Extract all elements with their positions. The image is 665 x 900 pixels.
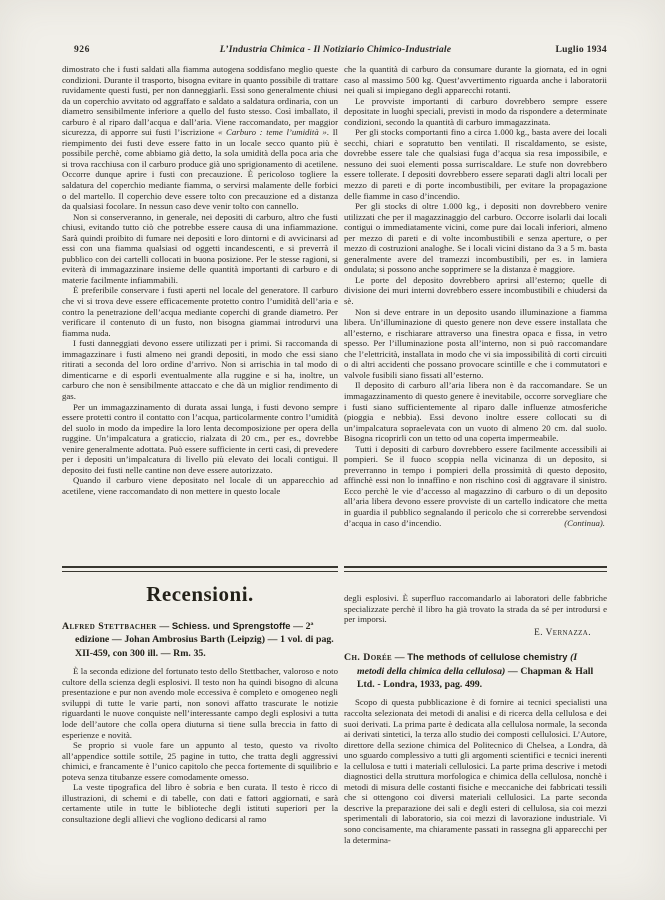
article-right-column	[344, 64, 607, 528]
review-author: Alfred Stettbacher	[62, 621, 157, 632]
section-divider-right	[344, 566, 607, 572]
review-author: Ch. Dorée	[344, 652, 393, 664]
article-paragraph	[344, 444, 607, 528]
review-heading	[62, 619, 338, 660]
article-paragraph: Non si deve entrare in un deposito usando illuminazione a fiamma libera. Un’illuminazione di questo genere non deve essere installata che all’esterno, e rischiarare attraverso una finestra opaca e fissa, in vetro spesso. Per l’illuminazione posta all’interno, non si può raccomandare che l’elettricità, installata in modo che vi sia impossibilità di corti circuiti o di altri accidenti che possano provocare scintille e che i commutatori e valvole fusibili siano fissati all’esterno.	[344, 306, 607, 380]
article-paragraph: I fusti danneggiati devono essere utilizzati per i primi. Si raccomanda di immagazzinare i fusti almeno nei grandi depositi, in modo che essi siano ritirati a seconda del loro ordine d’arrivo. Non si arrischia in tal modo di dimenticarne e di esporli eventualmente alla ruggine e si ha, inoltre, un carburo che non è sensibilmente attaccato e che dà un miglior rendimento di gas.	[62, 338, 338, 401]
reviews-left-column	[62, 580, 338, 824]
article-paragraph: Il deposito di carburo all’aria libera non è da raccomandare. Se un immagazzinamento di questo genere è inevitabile, occorre sorvegliare che i fusti siano sufficientemente al riparo dalle influenze atmosferiche (pioggia e nebbia). Essi devono inoltre essere collocati su di un’impalcatura sopraelevata con un vuoto di almeno 20 cm. dal suolo. Bisogna ricoprirli con un tetto od una coperta impermeabile.	[344, 380, 607, 444]
review-paragraph: degli esplosivi. È superfluo raccomandarlo ai laboratori delle fabbriche specializzate perchè il libro ha già trovato la strada da sé per introdursi e per imporsi.	[344, 593, 607, 625]
article-paragraph: Non si conserveranno, in generale, nei depositi di carburo, altro che fusti chiusi, evitando tutto ciò che potrebbe essere causa di una infiammazione. Sarà quindi proibito di fumare nei depositi e loro dintorni e di avvicinarsi ad essi con una fiamma qualsiasi od oggetti incandescenti, e si preverrà il pubblico con dei cartelli collocati in buona posizione. Per le stesse ragioni, si eviterà di immagazzinare insieme delle quantità importanti di carburo e di materie facilmente infiammabili.	[62, 211, 338, 285]
reviews-right-column	[344, 593, 607, 845]
review-heading	[344, 650, 607, 691]
paragraph-text: dimostrato che i fusti saldati alla fiamma autogena soddisfano meglio queste condizioni. Durante il trasporto, bisogna evitare in quanto possibile di trattare ruvidamente questi fusti, per non danneggiarli. Essi sono generalmente chiusi da un coperchio avvitato od aggraffato e saldato a saldatura ordinaria, con un diametro sensibilmente inferiore a quello del fusto stesso. Così imballato, il carburo è al riparo dall’acqua e dall’aria. Viene raccomandato, per maggior sicurezza, di apporre sui fusti l’iscrizione	[62, 64, 338, 138]
review-paragraph: È la seconda edizione del fortunato testo dello Stettbacher, valoroso e noto cultore della scienza degli esplosivi. Il testo non ha quindi bisogno di alcuna presentazione e pur non avendo mole eccessiva è completo e omogeneo negli sviluppi di tutte le varie parti, non sonovi affatto trascurate le notizie riguardanti le nuove conquiste nell’interessante campo degli esplosivi a tutta lode dell’autore che colla opera diuturna si tiene sulla breccia in fatto di esperienze e novità.	[62, 666, 338, 740]
article-paragraph: Per gli stocks comportanti fino a circa 1.000 kg., basta avere dei locali secchi, chiari e sopratutto ben ventilati. Il riscaldamento, se esiste, dovrebbe essere tale che qualsiasi fuga d’acqua sia resa impossibile, e nessuno dei suoi elementi possa surriscaldare. Le stufe non dovrebbero essere tollerate. I depositi dovrebbero essere separati dagli altri locali per mezzo di pareti e di porte incombustibili, per evitare la propagazione delle fiamme in caso d’incendio.	[344, 127, 607, 201]
article-paragraph: Quando il carburo viene depositato nel locale di un apparecchio ad acetilene, viene raccomandato di non mettere in questo locale	[62, 475, 338, 496]
dash-separator: —	[156, 621, 172, 632]
article-paragraph: che la quantità di carburo da consumare durante la giornata, ed in ogni caso al massimo 500 kg. Quest’avvertimento riguarda anche i laboratorii nei quali si impiegano degli apparecchi rotanti.	[344, 64, 607, 96]
article-left-column	[62, 64, 338, 496]
review-translated-title: (I metodi della chimica della cellulosa)	[357, 652, 578, 677]
review-paragraph: Scopo di questa pubblicazione è di fornire ai tecnici specialisti una raccolta selezionata dei metodi di analisi e di ricerca della cellulosa e dei suoi derivati. La prima parte è dedicata alla cellulosa normale, la seconda ai derivati sintetici, la terza allo studio dei composti cellulosici. L’Autore, direttore della sezione chimica del Politecnico di Chelsea, a Londra, dà uno sguardo complessivo a tutti gli argomenti scientifici e tecnici inerenti la cellulosa e tutti i materiali cellulosici. La parte prima descrive i metodi diagnostici della struttura morfologica e chimica della cellulosa, nonchè i metodi di misura delle costanti fisiche e meccaniche dei fabbricati tessili che si ottengono coi diversi materiali cellulosici. La parte seconda descrive la preparazione dei sali e degli esteri di cellulosa, sia coi mezzi sperimentali di laboratorio, sia coi mezzi di lavorazione industriale. Vi sono concisamente, ma chiaramente passati in rassegna gli apparecchi per la determina-	[344, 697, 607, 845]
review-publication-details: — 2ª edizione — Johan Ambrosius Barth (Leipzig) — 1 vol. di pag. XII-459, con 300 ill. — Rm. 35.	[75, 621, 334, 659]
paragraph-text: Tutti i depositi di carburo dovrebbero essere facilmente accessibili ai pompieri. Se il fuoco scoppia nella vicinanza di un deposito, si preverranno in tempo i pompieri della prossimità di questo deposito, affinchè essi non lo innaffino e non rischino così di aggravare il sinistro. Ecco perchè le vie d’accesso al magazzino di carburo o di un deposito all’aria libera devono essere provviste di un cartello indicatore che metta in guardia il pubblico segnalando il pericolo che si correrebbe servendosi d’acqua in caso d’incendio.	[344, 443, 607, 528]
article-paragraph: Per un immagazzinamento di durata assai lunga, i fusti devono sempre essere protetti contro il contatto con l’acqua, particolarmente contro l’umidità del suolo in modo da impedire la loro lenta decomposizione per opera della ruggine. Un’impalcatura a graticcio, rialzata di 20 cm., per es., dovrebbe venire generalmente adottata. Può essere sufficiente in certi casi, di prevedere per i depositi un’impalcatura di livello più elevato dei locali contigui. Il deposito dei fusti nelle cantine non deve essere autorizzato.	[62, 401, 338, 475]
journal-title: L’Industria Chimica - Il Notiziario Chimico-Industriale	[219, 44, 452, 55]
article-paragraph	[62, 64, 338, 212]
section-divider-left	[62, 566, 338, 572]
inscription-quote: « Carburo : teme l’umidità »	[217, 127, 327, 138]
article-paragraph: Le porte del deposito dovrebbero aprirsi all’esterno; quelle di divisione dei muri interni dovrebbero essere incombustibili e chiudersi da sè.	[344, 274, 607, 307]
continua-note: (Continua).	[553, 518, 605, 529]
dash-separator: —	[392, 652, 408, 664]
paragraph-text: . Il riempimento dei fusti deve essere fatto in un locale secco quanto più è possibile perchè, come abbiamo già detto, la sola umidità della poca aria che si trova racchiusa con il carburo produce già uno sprigionamento di acetilene. Occorre dunque aprire i fusti con precauzione. È pericoloso togliere la saldatura del coperchio mediante fiamma, o servirsi malamente delle forbici o del martello. Il coperchio deve essere tolto con precauzione ed a distanza da qualsiasi focolare. In nessun caso deve venir tolto con cannello.	[62, 127, 338, 212]
reviewer-signature: E. Vernazza.	[534, 627, 591, 638]
article-paragraph: Le provviste importanti di carburo dovrebbero sempre essere depositate in luoghi speciali, previsti in modo da rispondere a determinate condizioni, secondo la quantità di carburo immagazzinata.	[344, 95, 607, 127]
section-title: Recensioni.	[146, 582, 254, 606]
review-paragraph: Se proprio si vuole fare un appunto al testo, questo va rivolto all’appendice sottile sottile, 25 pagine in tutto, che tratta degli aggressivi chimici, e francamente è l’unico capitolo che pecca fortemente di squilibrio e poteva senza titubanze essere comodamente omesso.	[62, 740, 338, 782]
review-publication-details: — Chapman & Hall Ltd. - Londra, 1933, pag. 499.	[357, 665, 594, 690]
article-paragraph: È preferibile conservare i fusti aperti nel locale del generatore. Il carburo che vi si trova deve essere efficacemente protetto contro l’umidità dell’aria e contro la penetrazione dell’acqua mediante coperchi di grande diametro. Per verificare il contenuto di un fusto, non bisogna giammai introdurvi una fiamma nuda.	[62, 285, 338, 338]
article-paragraph: Per gli stocks di oltre 1.000 kg., i depositi non dovrebbero venire utilizzati che per il magazzinaggio del carburo. Occorre isolarli dai locali contigui o immediatamente vicini, come pure dai locali inferiori, almeno per mezzo di pareti e di volte incombustibili e senza aperture, o per mezzo di costruzioni analoghe. Se i locali vicini distano da 3 a 5 m. basta generalmente avere del tramezzi incombustibili, per es. in lamiera ondulata; si possono anche sopprimere se la distanza è maggiore.	[344, 201, 607, 275]
review-book-title: The methods of cellulose chemistry	[407, 651, 568, 663]
review-paragraph: La veste tipografica del libro è sobria e ben curata. Il testo è ricco di illustrazioni, di schemi e di tabelle, con dati e fattori aggiornati, e sarà certamente utile in tutte le biblioteche degli istituti superiori per la consultazione degli allievi che vogliono dedicarsi al ramo	[62, 782, 338, 824]
issue-date: Luglio 1934	[555, 44, 607, 55]
page-header	[62, 44, 607, 58]
review-book-title: Schiess. und Sprengstoffe	[171, 620, 291, 631]
page-number: 926	[74, 44, 90, 55]
